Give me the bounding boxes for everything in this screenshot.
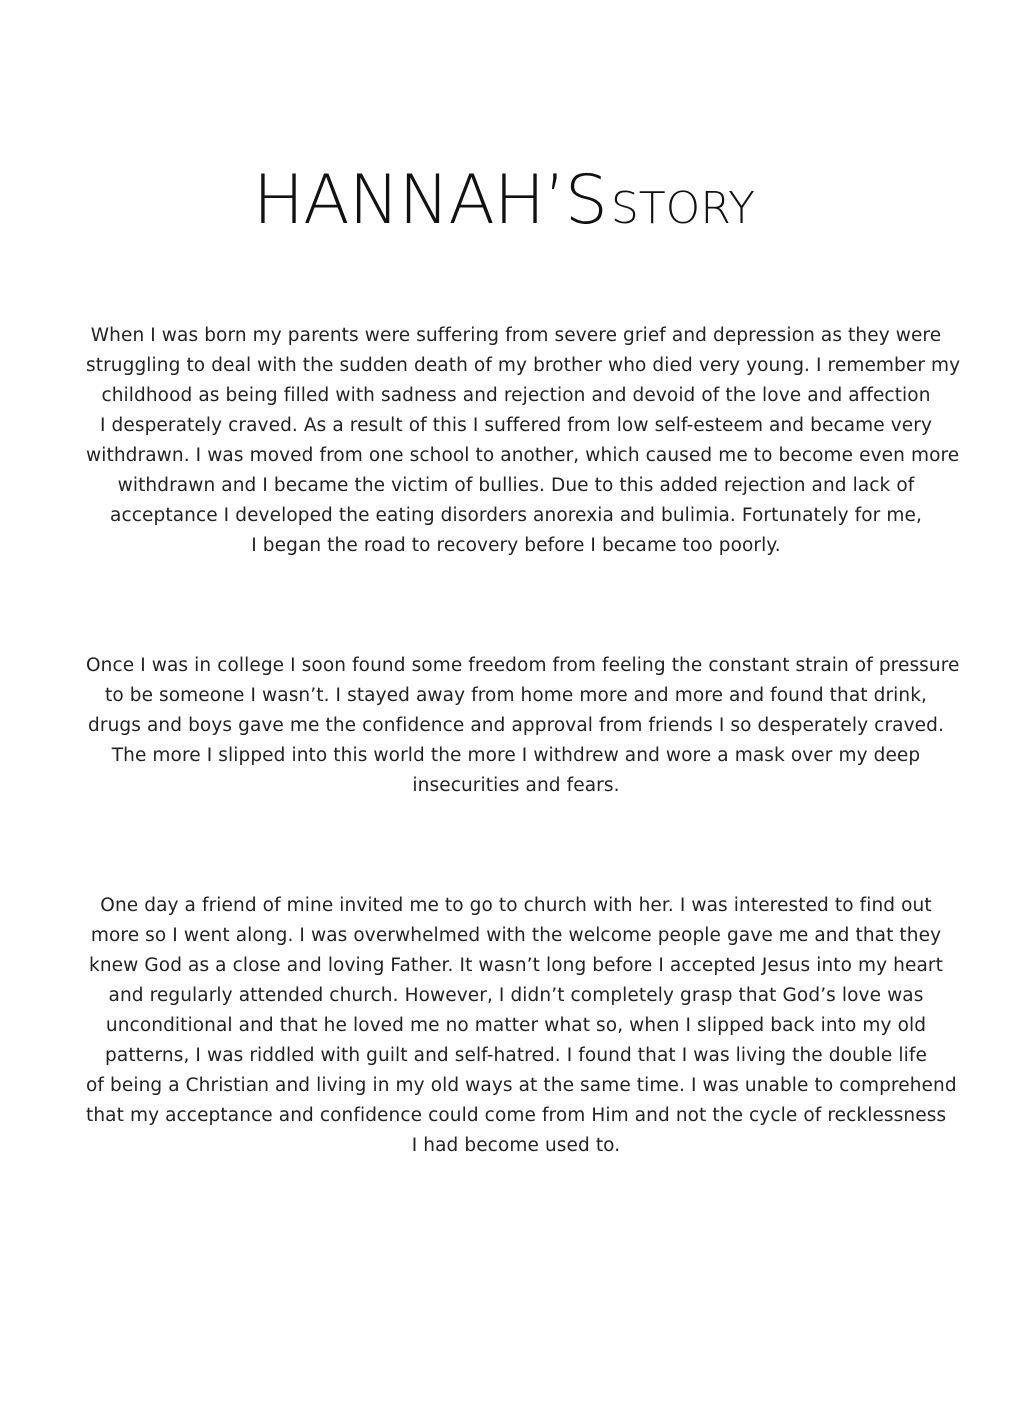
paragraph-line: patterns, I was riddled with guilt and self-hatred. I found that I was living the double life: [105, 1045, 927, 1066]
paragraph-line: that my acceptance and confidence could come from Him and not the cycle of recklessness: [86, 1105, 947, 1126]
paragraph-line: withdrawn. I was moved from one school to another, which caused me to become even more: [86, 445, 960, 466]
title-main: HANNAH’S: [253, 161, 607, 241]
paragraph-line: I began the road to recovery before I became too poorly.: [251, 535, 781, 556]
paragraph-line: I desperately craved. As a result of this I suffered from low self-esteem and became very: [99, 415, 933, 436]
paragraph-line: knew God as a close and loving Father. It wasn’t long before I accepted Jesus into my heart: [89, 955, 943, 976]
paragraph-line: drugs and boys gave me the confidence and approval from friends I so desperately craved.: [88, 715, 944, 736]
paragraph-line: more so I went along. I was overwhelmed with the welcome people gave me and that they: [90, 925, 942, 946]
paragraph-line: to be someone I wasn’t. I stayed away from home more and more and found that drink,: [104, 685, 928, 706]
paragraph-line: One day a friend of mine invited me to go to church with her. I was interested to find out: [100, 895, 932, 916]
paragraph-line: unconditional and that he loved me no matter what so, when I slipped back into my old: [105, 1015, 927, 1036]
paragraph-line: of being a Christian and living in my old ways at the same time. I was unable to comprehend: [86, 1075, 957, 1096]
paragraph-college: [86, 651, 960, 801]
paragraph-childhood: [86, 321, 961, 561]
paragraph-line: When I was born my parents were suffering from severe grief and depression as they were: [90, 325, 942, 346]
paragraph-church: [86, 891, 957, 1161]
page-title: [0, 161, 1032, 240]
paragraph-line: I had become used to.: [411, 1135, 621, 1156]
paragraph-line: The more I slipped into this world the more I withdrew and wore a mask over my deep: [111, 745, 921, 766]
paragraph-line: Once I was in college I soon found some freedom from feeling the constant strain of pressure: [86, 655, 960, 676]
paragraph-line: and regularly attended church. However, I didn’t completely grasp that God’s love was: [108, 985, 924, 1006]
paragraph-line: withdrawn and I became the victim of bullies. Due to this added rejection and lack of: [117, 475, 915, 496]
paragraph-line: insecurities and fears.: [412, 775, 620, 796]
title-sub: STORY: [610, 183, 755, 235]
paragraph-line: acceptance I developed the eating disorders anorexia and bulimia. Fortunately for me,: [110, 505, 922, 526]
paragraph-line: struggling to deal with the sudden death of my brother who died very young. I remember my: [86, 355, 961, 376]
paragraph-line: childhood as being filled with sadness and rejection and devoid of the love and affection: [101, 385, 931, 406]
